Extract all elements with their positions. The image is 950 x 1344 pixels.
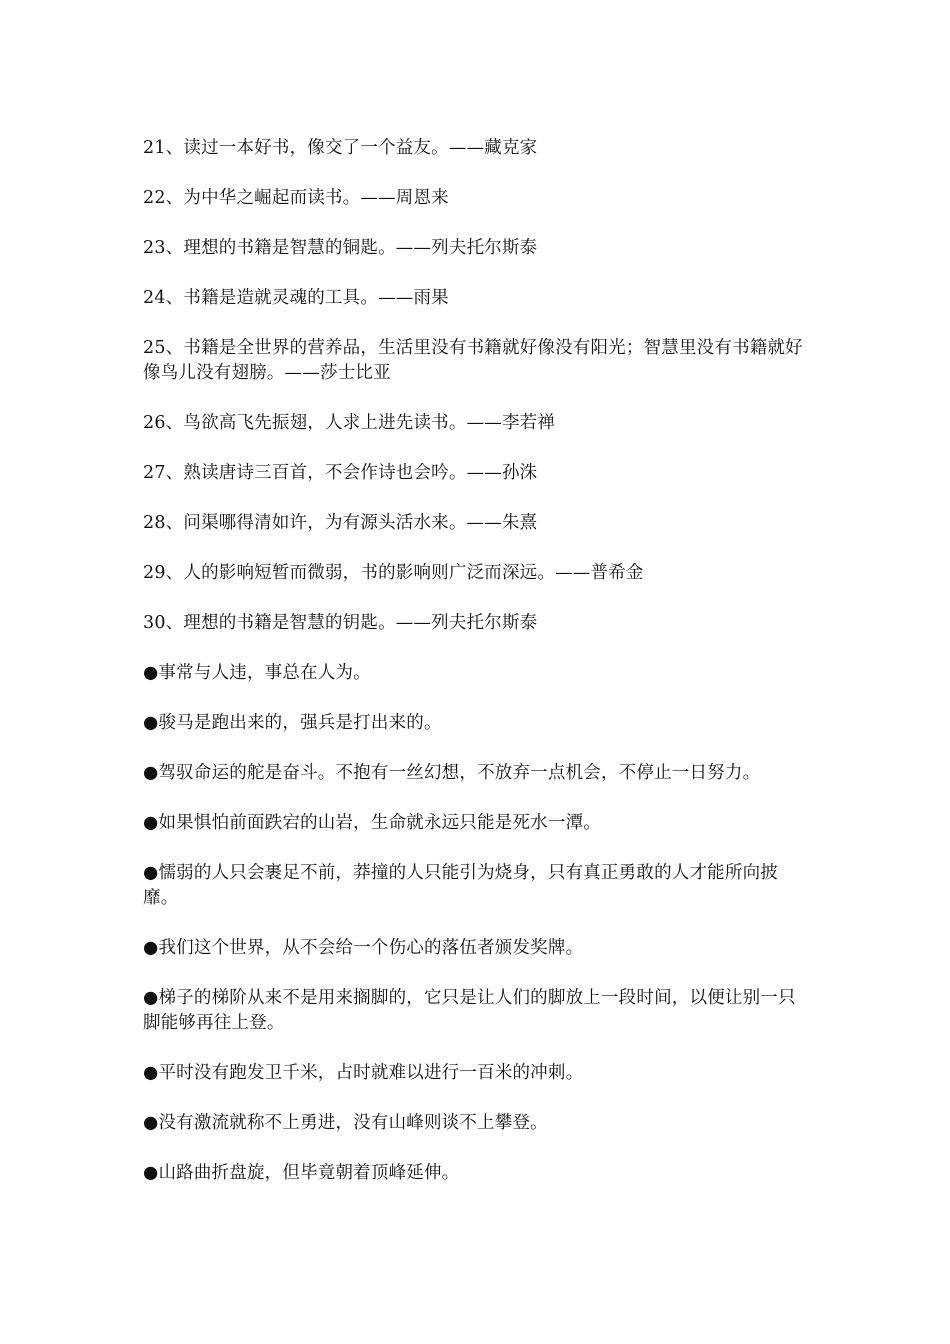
bullet-item: ●梯子的梯阶从来不是用来搁脚的，它只是让人们的脚放上一段时间，以便让别一只脚能够再往上登。	[143, 988, 796, 1033]
bullet-item: ●懦弱的人只会裹足不前，莽撞的人只能引为烧身，只有真正勇敢的人才能所向披靡。	[143, 863, 778, 908]
bullet-item: ●骏马是跑出来的，强兵是打出来的。	[143, 713, 442, 733]
quote-22: 22、为中华之崛起而读书。——周恩来	[143, 188, 449, 208]
quote-27: 27、熟读唐诗三百首，不会作诗也会吟。——孙洙	[143, 463, 538, 483]
bullet-item: ●没有激流就称不上勇进，没有山峰则谈不上攀登。	[143, 1113, 548, 1133]
bullet-item: ●山路曲折盘旋，但毕竟朝着顶峰延伸。	[143, 1163, 460, 1183]
quote-29: 29、人的影响短暂而微弱，书的影响则广泛而深远。——普希金	[143, 563, 644, 583]
bullet-item: ●我们这个世界，从不会给一个伤心的落伍者颁发奖牌。	[143, 938, 584, 958]
bullet-item: ●如果惧怕前面跌宕的山岩，生命就永远只能是死水一潭。	[143, 813, 601, 833]
quote-23: 23、理想的书籍是智慧的铜匙。——列夫托尔斯泰	[143, 238, 538, 258]
document-body	[143, 136, 811, 1211]
quote-30: 30、理想的书籍是智慧的钥匙。——列夫托尔斯泰	[143, 613, 538, 633]
quote-21: 21、读过一本好书，像交了一个益友。——藏克家	[143, 138, 538, 158]
quote-28: 28、问渠哪得清如许，为有源头活水来。——朱熹	[143, 513, 538, 533]
bullet-item: ●平时没有跑发卫千米，占时就难以进行一百米的冲刺。	[143, 1063, 584, 1083]
bullet-item: ●事常与人违，事总在人为。	[143, 663, 371, 683]
quote-25: 25、书籍是全世界的营养品，生活里没有书籍就好像没有阳光；智慧里没有书籍就好像鸟儿没有翅膀。——莎士比亚	[143, 338, 803, 383]
bullet-item: ●驾驭命运的舵是奋斗。不抱有一丝幻想，不放弃一点机会，不停止一日努力。	[143, 763, 761, 783]
quote-24: 24、书籍是造就灵魂的工具。——雨果	[143, 288, 449, 308]
quote-26: 26、鸟欲高飞先振翅，人求上进先读书。——李若禅	[143, 413, 556, 433]
